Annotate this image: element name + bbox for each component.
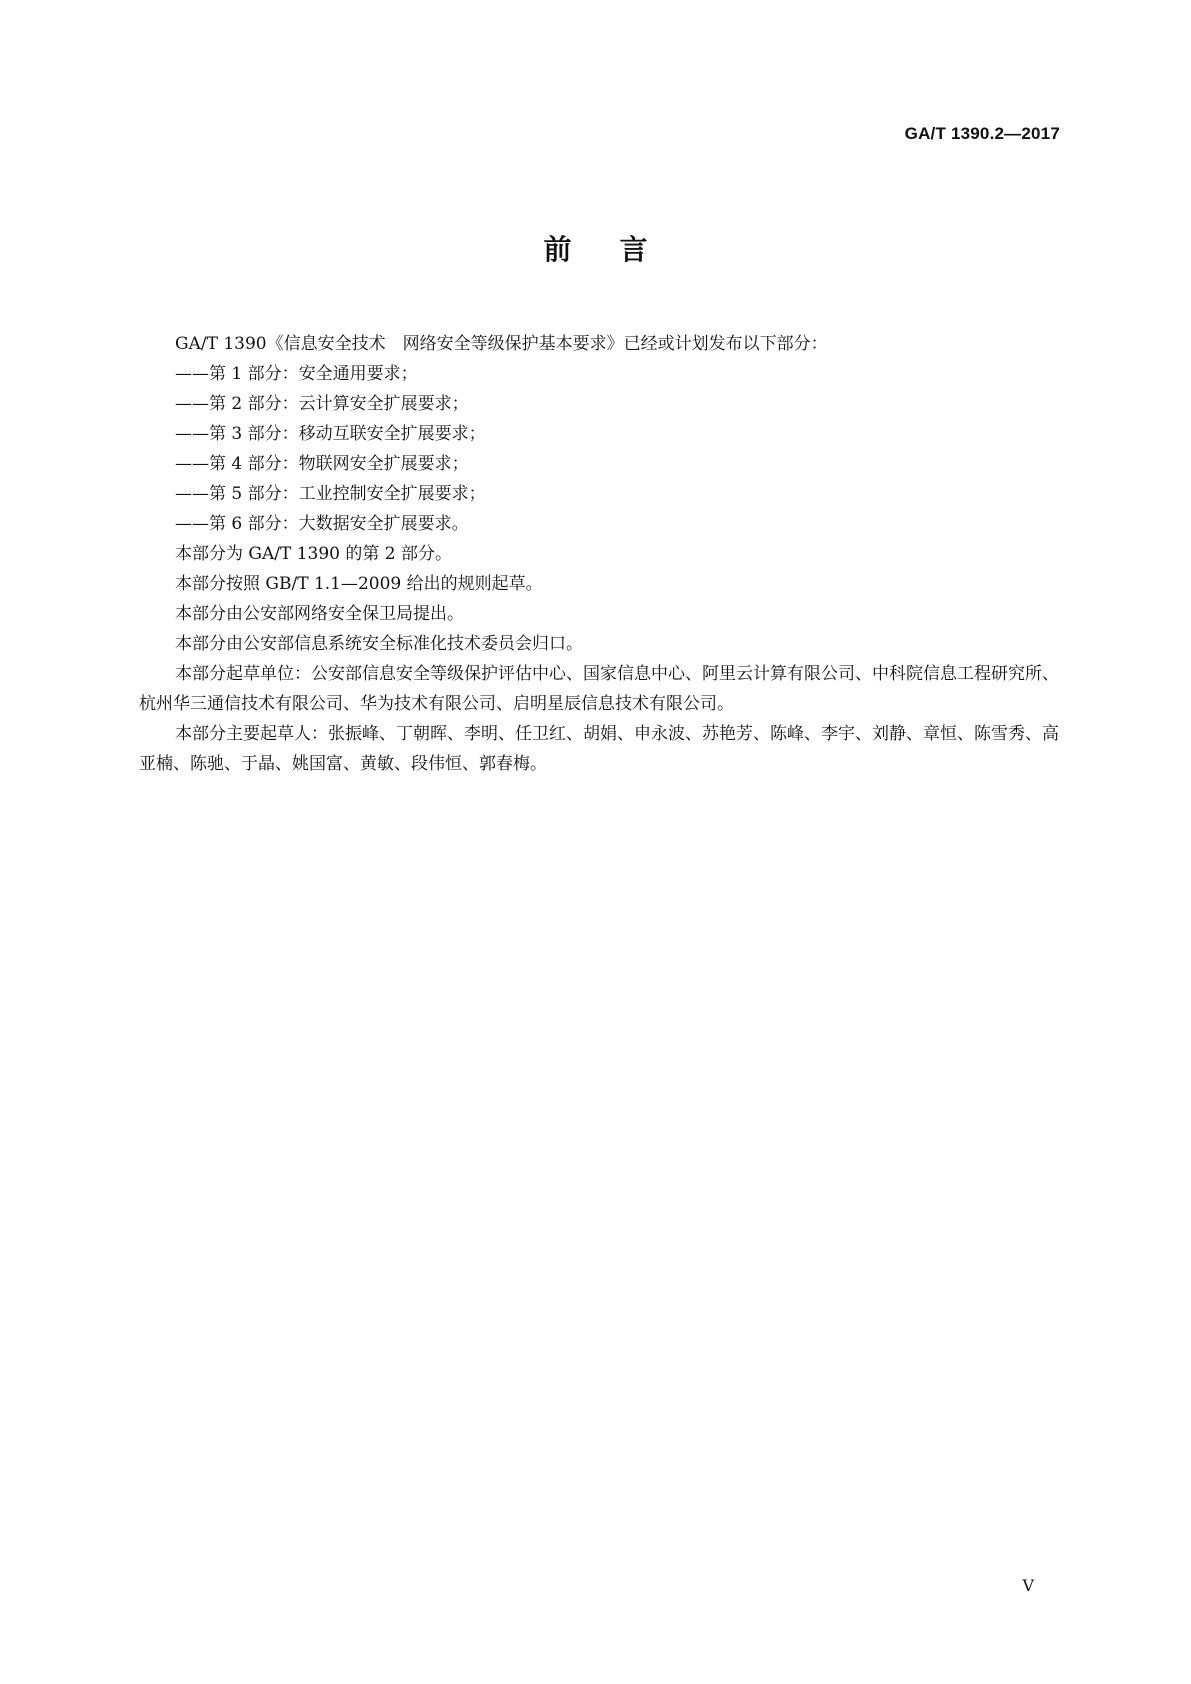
foreword-body — [139, 329, 1059, 779]
intro-paragraph: GA/T 1390《信息安全技术 网络安全等级保护基本要求》已经或计划发布以下部分： — [175, 334, 828, 354]
list-item-part-3: ——第 3 部分：移动互联安全扩展要求； — [175, 424, 486, 444]
list-item-part-6: ——第 6 部分：大数据安全扩展要求。 — [175, 514, 469, 534]
centralized-by-paragraph: 本部分由公安部信息系统安全标准化技术委员会归口。 — [175, 634, 583, 654]
page-title: 前言 — [543, 233, 696, 266]
proposed-by-paragraph: 本部分由公安部网络安全保卫局提出。 — [175, 604, 464, 624]
drafters-paragraph: 本部分主要起草人：张振峰、丁朝晖、李明、任卫红、胡娟、申永波、苏艳芳、陈峰、李宇、刘静、章恒、陈雪秀、高亚楠、陈驰、于晶、姚国富、黄敏、段伟恒、郭春梅。 — [139, 724, 1059, 774]
drafting-units-paragraph: 本部分起草单位：公安部信息安全等级保护评估中心、国家信息中心、阿里云计算有限公司、中科院信息工程研究所、杭州华三通信技术有限公司、华为技术有限公司、启明星辰信息技术有限公司。 — [139, 664, 1059, 714]
list-item-part-4: ——第 4 部分：物联网安全扩展要求； — [175, 454, 469, 474]
list-item-part-5: ——第 5 部分：工业控制安全扩展要求； — [175, 484, 486, 504]
list-item-part-2: ——第 2 部分：云计算安全扩展要求； — [175, 394, 469, 414]
list-item-part-1: ——第 1 部分：安全通用要求； — [175, 364, 418, 384]
standard-number-header: GA/T 1390.2—2017 — [904, 124, 1060, 143]
drafting-rules-paragraph: 本部分按照 GB/T 1.1—2009 给出的规则起草。 — [175, 574, 543, 594]
page-number: V — [1022, 1576, 1034, 1595]
part-of-paragraph: 本部分为 GA/T 1390 的第 2 部分。 — [175, 544, 453, 564]
